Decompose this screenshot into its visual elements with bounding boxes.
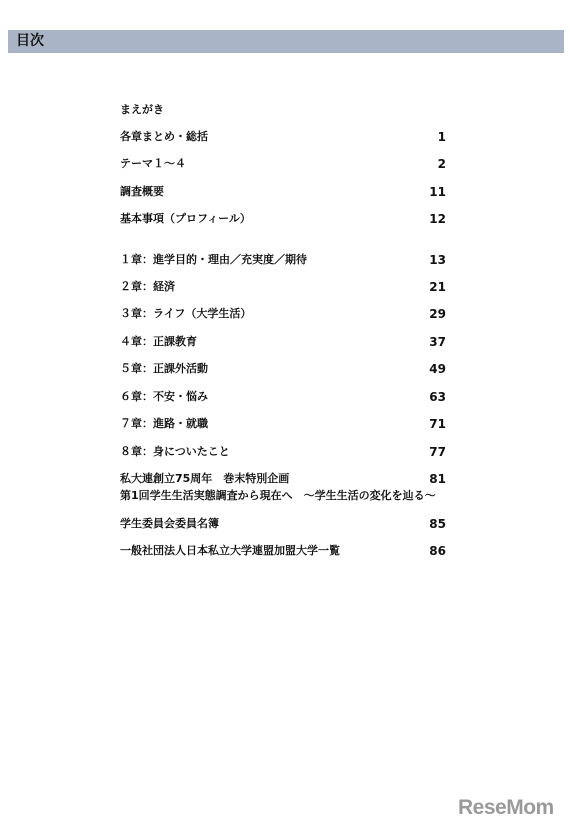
toc-item-label: 基本事項（プロフィール） xyxy=(120,212,251,225)
toc-item-page: 11 xyxy=(429,185,446,199)
toc-item-chapter-1[interactable] xyxy=(120,252,446,268)
toc-item-label: ２章：経済 xyxy=(120,280,175,293)
toc-item-label: ７章：進路・就職 xyxy=(120,417,208,430)
toc-item-page: 63 xyxy=(429,390,446,404)
toc-item-page: 12 xyxy=(429,212,446,226)
logo-text: ReseMom xyxy=(458,796,554,819)
toc-item-page: 49 xyxy=(429,362,446,376)
toc-item-label: ６章：不安・悩み xyxy=(120,390,208,403)
toc-item-chapter-5[interactable] xyxy=(120,361,446,377)
toc-item-page: 81 xyxy=(429,472,446,486)
toc-item-survey-overview[interactable] xyxy=(120,184,446,200)
toc-item-label: ５章：正課外活動 xyxy=(120,362,208,375)
toc-item-label: テーマ１～４ xyxy=(120,157,186,170)
toc-item-label: 一般社団法人日本私立大学連盟加盟大学一覧 xyxy=(120,544,340,557)
toc-item-label: １章：進学目的・理由／充実度／期待 xyxy=(120,253,307,266)
toc-item-page: 21 xyxy=(429,280,446,294)
toc-item-label: 学生委員会委員名簿 xyxy=(120,517,219,530)
toc-item-themes[interactable] xyxy=(120,156,446,172)
toc-item-special-subtitle: 第1回学生生活実態調査から現在へ ～学生生活の変化を辿る～ xyxy=(120,489,436,502)
toc-item-page: 71 xyxy=(429,417,446,431)
toc-item-summary[interactable] xyxy=(120,129,446,145)
toc-item-page: 86 xyxy=(429,544,446,558)
toc-item-label: ４章：正課教育 xyxy=(120,335,197,348)
toc-item-chapter-2[interactable] xyxy=(120,279,446,295)
toc-item-label: ８章：身についたこと xyxy=(120,445,230,458)
toc-item-special-feature[interactable] xyxy=(120,471,446,487)
toc-item-page: 2 xyxy=(437,157,446,171)
resemom-logo xyxy=(458,790,558,820)
toc-item-foreword[interactable] xyxy=(120,102,446,118)
toc-item-chapter-3[interactable] xyxy=(120,306,446,322)
toc-item-profile[interactable] xyxy=(120,211,446,227)
toc-item-label: 調査概要 xyxy=(120,185,164,198)
toc-item-page: 85 xyxy=(429,517,446,531)
toc-item-page: 1 xyxy=(437,130,446,144)
toc-item-page: 77 xyxy=(429,445,446,459)
toc-item-label: ３章：ライフ（大学生活） xyxy=(120,307,252,320)
toc-item-page: 13 xyxy=(429,253,446,267)
toc-item-committee-members[interactable] xyxy=(120,516,446,532)
toc-item-chapter-8[interactable] xyxy=(120,444,446,460)
toc-item-member-universities[interactable] xyxy=(120,543,446,559)
page-title: 目次 xyxy=(16,33,44,49)
toc-item-label: まえがき xyxy=(120,103,164,116)
toc-item-label: 私大連創立75周年 巻末特別企画 xyxy=(120,472,290,485)
toc-item-page: 37 xyxy=(429,335,446,349)
toc-item-page: 29 xyxy=(429,307,446,321)
toc-item-chapter-7[interactable] xyxy=(120,416,446,432)
toc-item-chapter-6[interactable] xyxy=(120,389,446,405)
toc-item-label: 各章まとめ・総括 xyxy=(120,130,208,143)
toc-item-chapter-4[interactable] xyxy=(120,334,446,350)
